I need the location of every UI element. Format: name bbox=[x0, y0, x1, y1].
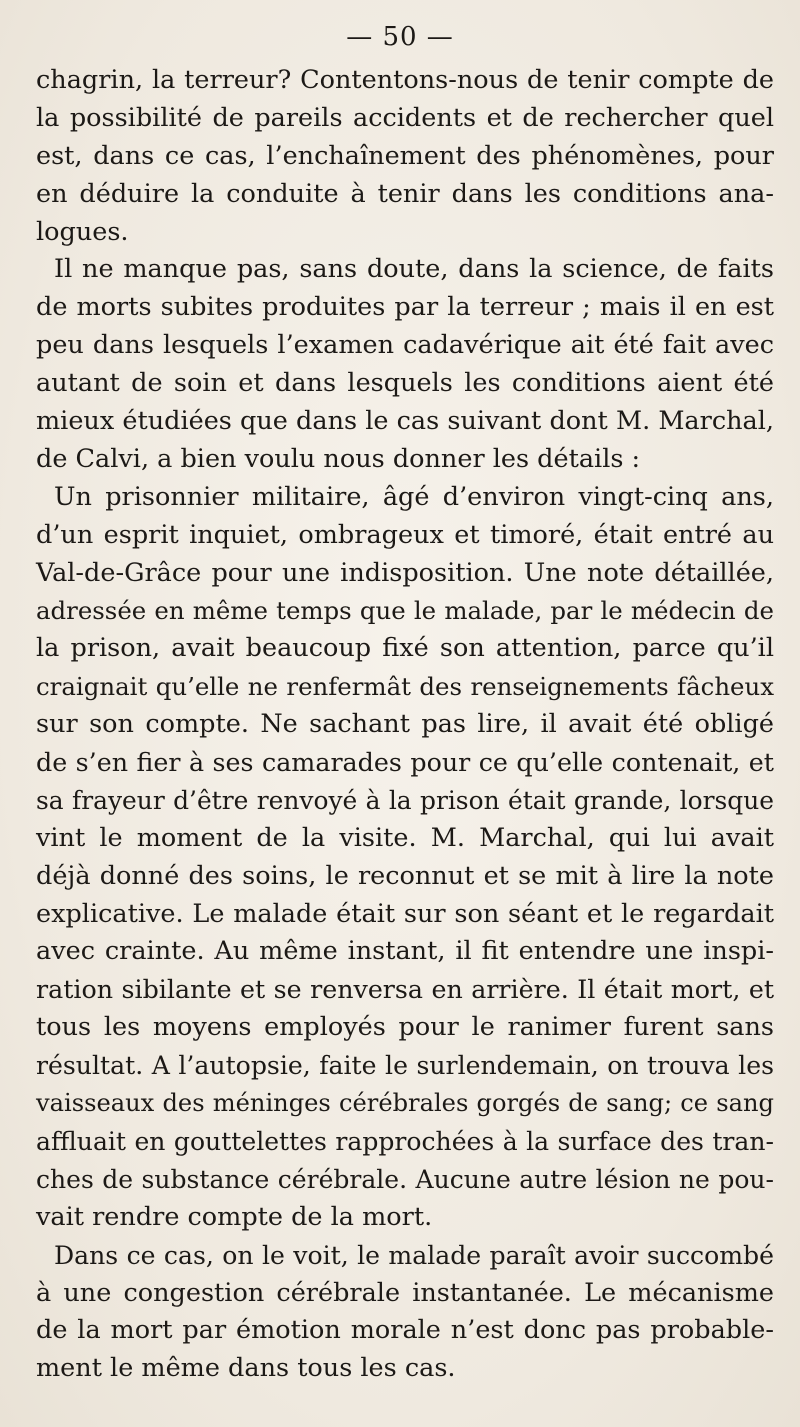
text-line: ment le même dans tous les cas. bbox=[36, 1353, 456, 1384]
text-line: ches de substance cérébrale. Aucune autre lésion ne pou- bbox=[36, 1164, 774, 1194]
text-line: d’un esprit inquiet, ombrageux et timoré, était entré au bbox=[36, 519, 774, 550]
text-line: de Calvi, a bien voulu nous donner les détails : bbox=[36, 443, 641, 474]
text-line: craignait qu’elle ne renfermât des renseignements fâcheux bbox=[36, 672, 774, 702]
text-line: explicative. Le malade était sur son séant et le regardait bbox=[36, 898, 774, 929]
text-line: Un prisonnier militaire, âgé d’environ vingt-cinq ans, bbox=[54, 481, 774, 512]
page-number: — 50 — bbox=[346, 22, 454, 52]
text-line: sur son compte. Ne sachant pas lire, il avait été obligé bbox=[36, 709, 774, 740]
text-line: vaisseaux des méninges cérébrales gorgés de sang; ce sang bbox=[36, 1089, 774, 1118]
text-line: la prison, avait beaucoup fixé son attention, parce qu’il bbox=[36, 633, 774, 664]
text-line: de s’en fier à ses camarades pour ce qu’elle contenait, et bbox=[36, 747, 774, 778]
text-line: adressée en même temps que le malade, par le médecin de bbox=[36, 596, 774, 626]
text-line: chagrin, la terreur? Contentons-nous de tenir compte de bbox=[36, 65, 774, 95]
text-line: la possibilité de pareils accidents et de rechercher quel bbox=[36, 102, 774, 133]
text-line: vait rendre compte de la mort. bbox=[36, 1201, 433, 1232]
text-line: Val-de-Grâce pour une indisposition. Une note détaillée, bbox=[36, 557, 774, 588]
text-line: logues. bbox=[36, 216, 129, 247]
text-line: sa frayeur d’être renvoyé à la prison était grande, lorsque bbox=[36, 785, 774, 815]
text-line: en déduire la conduite à tenir dans les conditions ana- bbox=[36, 178, 774, 209]
text-line: affluait en gouttelettes rapprochées à la surface des tran- bbox=[36, 1126, 774, 1156]
text-line: Il ne manque pas, sans doute, dans la science, de faits bbox=[54, 254, 774, 285]
text-line: vint le moment de la visite. M. Marchal, qui lui avait bbox=[36, 822, 774, 853]
text-line: déjà donné des soins, le reconnut et se mit à lire la note bbox=[36, 860, 774, 891]
text-line: résultat. A l’autopsie, faite le surlendemain, on trouva les bbox=[36, 1051, 774, 1081]
text-line: à une congestion cérébrale instantanée. Le mécanisme bbox=[36, 1277, 774, 1308]
text-line: de morts subites produites par la terreur ; mais il en est bbox=[36, 292, 774, 323]
text-line: avec crainte. Au même instant, il fit entendre une inspi- bbox=[36, 936, 774, 967]
text-line: peu dans lesquels l’examen cadavérique ait été fait avec bbox=[36, 330, 774, 361]
text-line: de la mort par émotion morale n’est donc pas probable- bbox=[36, 1315, 774, 1346]
text-line: tous les moyens employés pour le ranimer furent sans bbox=[36, 1012, 774, 1043]
text-line: ration sibilante et se renversa en arrière. Il était mort, et bbox=[36, 974, 774, 1005]
text-line: Dans ce cas, on le voit, le malade paraît avoir succombé bbox=[54, 1240, 774, 1270]
text-line: mieux étudiées que dans le cas suivant dont M. Marchal, bbox=[36, 406, 774, 437]
text-line: autant de soin et dans lesquels les conditions aient été bbox=[36, 368, 774, 399]
body-text bbox=[36, 62, 774, 1388]
text-line: est, dans ce cas, l’enchaînement des phénomènes, pour bbox=[36, 140, 774, 171]
